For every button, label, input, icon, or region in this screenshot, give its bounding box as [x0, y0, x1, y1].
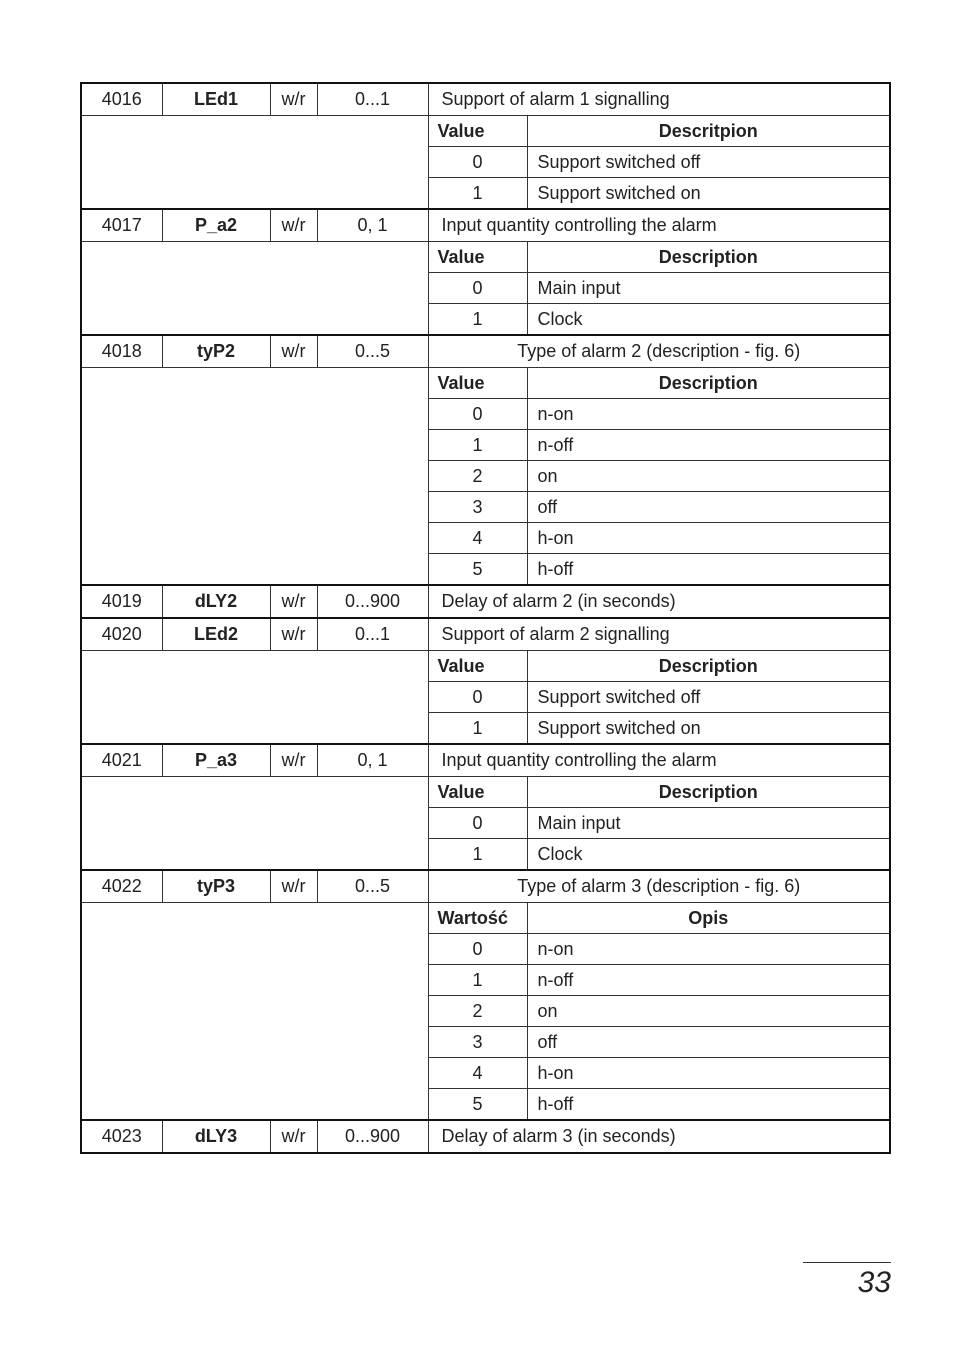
- value-column-header: Wartość: [428, 903, 527, 934]
- register-table: [80, 82, 891, 1154]
- register-table-body: [81, 83, 890, 1153]
- empty-cell: [81, 242, 428, 336]
- register-range: 0...1: [317, 83, 428, 116]
- register-description: Input quantity controlling the alarm: [428, 744, 890, 777]
- register-address: 4016: [81, 83, 162, 116]
- value-header-row: [81, 903, 890, 934]
- register-name: P_a3: [162, 744, 270, 777]
- value-description-cell: h-on: [527, 1058, 890, 1089]
- register-range: 0, 1: [317, 209, 428, 242]
- value-column-header: Value: [428, 368, 527, 399]
- register-row: [81, 83, 890, 116]
- value-header-row: [81, 777, 890, 808]
- description-column-header: Description: [527, 651, 890, 682]
- register-name: dLY2: [162, 585, 270, 618]
- register-mode: w/r: [270, 83, 317, 116]
- value-column-header: Value: [428, 651, 527, 682]
- register-name: P_a2: [162, 209, 270, 242]
- register-name: LEd2: [162, 618, 270, 651]
- description-column-header: Opis: [527, 903, 890, 934]
- register-description: Support of alarm 2 signalling: [428, 618, 890, 651]
- value-column-header: Value: [428, 242, 527, 273]
- register-description: Input quantity controlling the alarm: [428, 209, 890, 242]
- value-cell: 0: [428, 399, 527, 430]
- value-description-cell: n-on: [527, 399, 890, 430]
- register-description: Delay of alarm 3 (in seconds): [428, 1120, 890, 1153]
- register-name: LEd1: [162, 83, 270, 116]
- value-header-row: [81, 116, 890, 147]
- register-description: Type of alarm 3 (description - fig. 6): [428, 870, 890, 903]
- value-description-cell: off: [527, 1027, 890, 1058]
- register-range: 0...5: [317, 870, 428, 903]
- value-cell: 1: [428, 304, 527, 336]
- value-column-header: Value: [428, 116, 527, 147]
- value-cell: 3: [428, 1027, 527, 1058]
- value-cell: 3: [428, 492, 527, 523]
- value-description-cell: h-off: [527, 1089, 890, 1121]
- value-cell: 0: [428, 808, 527, 839]
- description-column-header: Description: [527, 368, 890, 399]
- register-address: 4021: [81, 744, 162, 777]
- register-mode: w/r: [270, 1120, 317, 1153]
- register-range: 0, 1: [317, 744, 428, 777]
- register-row: [81, 1120, 890, 1153]
- value-description-cell: Main input: [527, 273, 890, 304]
- value-cell: 5: [428, 1089, 527, 1121]
- register-description: Support of alarm 1 signalling: [428, 83, 890, 116]
- register-address: 4022: [81, 870, 162, 903]
- register-name: tyP3: [162, 870, 270, 903]
- register-row: [81, 209, 890, 242]
- value-description-cell: Clock: [527, 304, 890, 336]
- value-cell: 1: [428, 713, 527, 745]
- register-mode: w/r: [270, 209, 317, 242]
- empty-cell: [81, 116, 428, 210]
- register-mode: w/r: [270, 585, 317, 618]
- value-cell: 2: [428, 996, 527, 1027]
- value-cell: 0: [428, 147, 527, 178]
- value-description-cell: Support switched on: [527, 713, 890, 745]
- empty-cell: [81, 651, 428, 745]
- register-range: 0...1: [317, 618, 428, 651]
- value-cell: 2: [428, 461, 527, 492]
- register-description: Type of alarm 2 (description - fig. 6): [428, 335, 890, 368]
- page-number-rule: [803, 1262, 891, 1263]
- value-description-cell: Support switched off: [527, 682, 890, 713]
- value-header-row: [81, 368, 890, 399]
- value-header-row: [81, 242, 890, 273]
- value-cell: 0: [428, 682, 527, 713]
- register-address: 4019: [81, 585, 162, 618]
- value-description-cell: on: [527, 461, 890, 492]
- value-description-cell: n-off: [527, 965, 890, 996]
- empty-cell: [81, 903, 428, 1121]
- register-row: [81, 744, 890, 777]
- register-mode: w/r: [270, 744, 317, 777]
- value-cell: 5: [428, 554, 527, 586]
- value-description-cell: off: [527, 492, 890, 523]
- value-description-cell: h-on: [527, 523, 890, 554]
- register-address: 4020: [81, 618, 162, 651]
- value-cell: 1: [428, 965, 527, 996]
- value-header-row: [81, 651, 890, 682]
- register-row: [81, 618, 890, 651]
- register-address: 4023: [81, 1120, 162, 1153]
- value-description-cell: n-on: [527, 934, 890, 965]
- value-description-cell: Main input: [527, 808, 890, 839]
- value-cell: 1: [428, 430, 527, 461]
- register-row: [81, 335, 890, 368]
- value-cell: 4: [428, 1058, 527, 1089]
- value-cell: 0: [428, 934, 527, 965]
- register-mode: w/r: [270, 870, 317, 903]
- empty-cell: [81, 777, 428, 871]
- value-description-cell: Support switched on: [527, 178, 890, 210]
- description-column-header: Description: [527, 777, 890, 808]
- value-description-cell: Clock: [527, 839, 890, 871]
- value-description-cell: Support switched off: [527, 147, 890, 178]
- value-description-cell: h-off: [527, 554, 890, 586]
- register-address: 4018: [81, 335, 162, 368]
- value-cell: 4: [428, 523, 527, 554]
- value-cell: 0: [428, 273, 527, 304]
- register-address: 4017: [81, 209, 162, 242]
- register-name: dLY3: [162, 1120, 270, 1153]
- description-column-header: Description: [527, 242, 890, 273]
- register-description: Delay of alarm 2 (in seconds): [428, 585, 890, 618]
- register-mode: w/r: [270, 618, 317, 651]
- register-mode: w/r: [270, 335, 317, 368]
- value-description-cell: n-off: [527, 430, 890, 461]
- register-name: tyP2: [162, 335, 270, 368]
- register-range: 0...900: [317, 1120, 428, 1153]
- value-description-cell: on: [527, 996, 890, 1027]
- value-column-header: Value: [428, 777, 527, 808]
- empty-cell: [81, 368, 428, 586]
- register-range: 0...5: [317, 335, 428, 368]
- value-cell: 1: [428, 178, 527, 210]
- register-range: 0...900: [317, 585, 428, 618]
- page-number: 33: [857, 1266, 891, 1299]
- value-cell: 1: [428, 839, 527, 871]
- description-column-header: Descritpion: [527, 116, 890, 147]
- register-row: [81, 870, 890, 903]
- register-row: [81, 585, 890, 618]
